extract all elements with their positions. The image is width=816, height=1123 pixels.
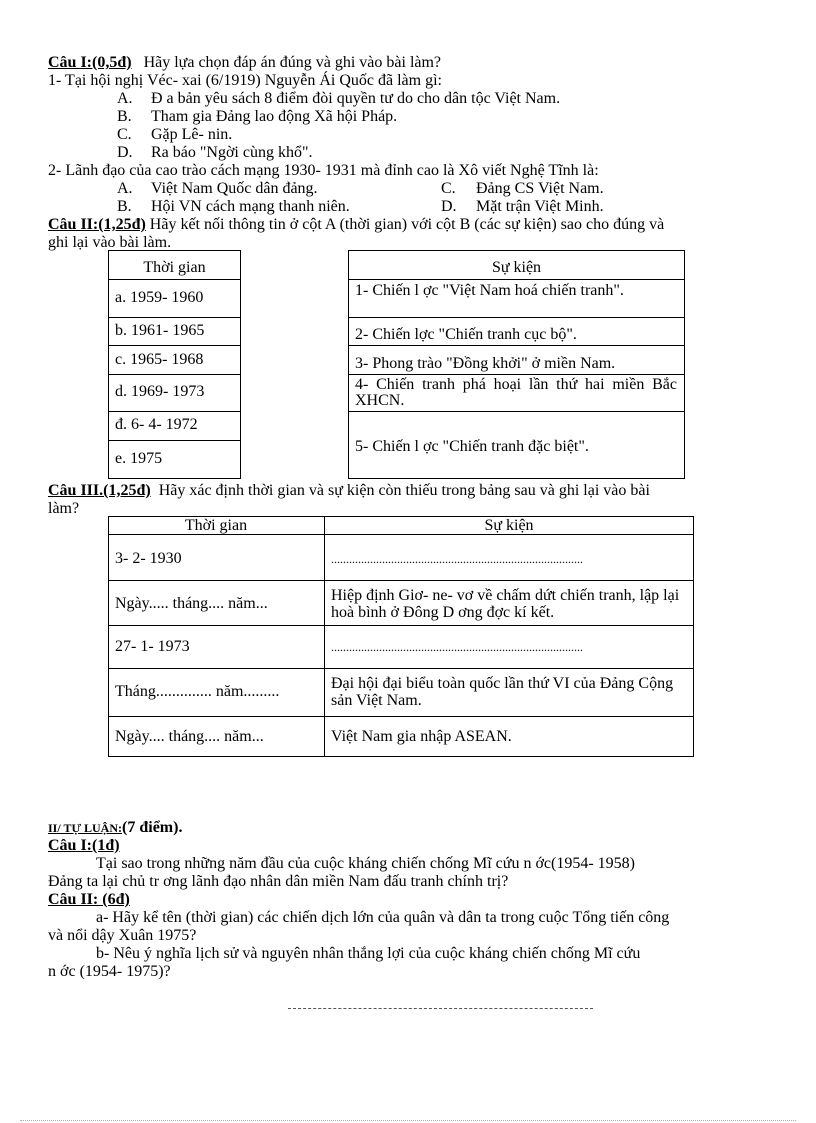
table-a-row: d. 1969- 1973 <box>115 383 205 400</box>
part-2-question-1-line2: Đảng ta lại chủ tr ơng lãnh đạo nhân dân miền Nam đấu tranh chính trị? <box>48 873 509 890</box>
table-c-time: 27- 1- 1973 <box>115 638 190 655</box>
item-1-option-b: B. <box>117 108 132 125</box>
table-a-row: e. 1975 <box>115 450 163 467</box>
part-2-title <box>48 819 182 837</box>
end-divider <box>288 1008 593 1009</box>
item-2-option-a-text: Việt Nam Quốc dân đảng. <box>151 180 318 197</box>
table-a-header: Thời gian <box>143 259 206 276</box>
question-2-label: Câu II:(1,25đ) <box>48 216 146 233</box>
table-a-row: b. 1961- 1965 <box>115 322 205 339</box>
item-2-option-b: B. <box>117 198 132 215</box>
table-b-row: 2- Chiến lợc "Chiến tranh cục bộ". <box>355 326 577 343</box>
table-c-event: Đại hội đại biểu toàn quốc lần thứ VI của Đảng Cộng sản Việt Nam. <box>331 675 674 709</box>
question-1-heading <box>48 54 441 72</box>
table-c-event: Việt Nam gia nhập ASEAN. <box>331 728 512 745</box>
question-3-prompt: Hãy xác định thời gian và sự kiện còn thiếu trong bảng sau và ghi lại vào bài <box>158 482 650 499</box>
part-2-question-2a-line1: a- Hãy kể tên (thời gian) các chiến dịch lớn của quân và dân ta trong cuộc Tổng tiến công <box>96 909 670 926</box>
table-b-row: 5- Chiến l ợc "Chiến tranh đặc biệt". <box>355 438 589 455</box>
table-c-header-time: Thời gian <box>184 517 248 534</box>
item-1-text: 1- Tại hội nghị Véc- xai (6/1919) Nguyễn Ái Quốc đã làm gì: <box>48 72 442 89</box>
table-c-time: Ngày.... tháng.... năm... <box>115 728 264 745</box>
question-3-label: Câu III.(1,25đ) <box>48 482 151 499</box>
table-a-row: đ. 6- 4- 1972 <box>115 416 198 433</box>
table-b-row: 4- Chiến tranh phá hoại lần thứ hai miền Bắc XHCN. <box>355 376 677 409</box>
question-1-label: Câu I:(0,5đ) <box>48 54 132 71</box>
item-2-option-a: A. <box>117 180 133 197</box>
question-2-prompt: Hãy kết nối thông tin ở cột A (thời gian) với cột B (các sự kiện) sao cho đúng và <box>149 216 665 233</box>
item-1-option-a-text: Đ a bản yêu sách 8 điểm đòi quyền tư do cho dân tộc Việt Nam. <box>151 90 561 107</box>
page-bottom-border <box>20 1120 796 1121</box>
item-1-option-d-text: Ra báo "Ngời cùng khổ". <box>151 144 313 161</box>
item-2-option-c-text: Đảng CS Việt Nam. <box>476 180 604 197</box>
table-b-row: 3- Phong trào "Đồng khởi" ở miền Nam. <box>355 355 616 372</box>
table-a-row: a. 1959- 1960 <box>115 289 204 306</box>
question-3-prompt-line2: làm? <box>48 500 80 517</box>
item-1-option-b-text: Tham gia Đảng lao động Xã hội Pháp. <box>151 108 398 125</box>
item-1-option-c: C. <box>117 126 132 143</box>
table-c-time: Tháng.............. năm......... <box>115 683 280 700</box>
part-2-question-2b-line1: b- Nêu ý nghĩa lịch sử và nguyên nhân thắng lợi của cuộc kháng chiến chống Mĩ cứu <box>96 945 641 962</box>
table-c-event-blank: .................................................................................... <box>331 552 583 566</box>
table-c-time: Ngày..... tháng.... năm... <box>115 595 268 612</box>
part-2-question-1-line1: Tại sao trong những năm đầu của cuộc kháng chiến chống Mĩ cứu n ớc(1954- 1958) <box>96 855 635 872</box>
part-2-question-2-label: Câu II: (6đ) <box>48 891 130 908</box>
table-c-event: Hiệp định Giơ- ne- vơ về chấm dứt chiến tranh, lập lại hoà bình ở Đông D ơng đợc kí kết. <box>331 587 680 621</box>
question-1-prompt: Hãy lựa chọn đáp án đúng và ghi vào bài làm? <box>143 54 442 71</box>
part-2-question-1-label: Câu I:(1đ) <box>48 837 120 854</box>
table-c-header-event: Sự kiện <box>484 517 534 534</box>
part-2-title-label: II/ TỰ LUẬN: <box>48 821 123 835</box>
item-2-text: 2- Lãnh đạo của cao trào cách mạng 1930- 1931 mà đỉnh cao là Xô viết Nghệ Tĩnh là: <box>48 162 599 179</box>
question-2-prompt-line2: ghi lại vào bài làm. <box>48 234 172 251</box>
item-1-option-c-text: Gặp Lê- nin. <box>151 126 233 143</box>
part-2-points: (7 điểm). <box>122 819 183 836</box>
table-c-time: 3- 2- 1930 <box>115 550 182 567</box>
table-b-row: 1- Chiến l ợc "Việt Nam hoá chiến tranh". <box>355 282 624 299</box>
part-2-question-2a-line2: và nổi dậy Xuân 1975? <box>48 927 197 944</box>
item-2-option-d-text: Mặt trận Việt Minh. <box>476 198 604 215</box>
question-3-heading <box>48 482 650 500</box>
table-a-row: c. 1965- 1968 <box>115 351 204 368</box>
item-2-option-b-text: Hội VN cách mạng thanh niên. <box>151 198 350 215</box>
question-2-heading <box>48 216 664 234</box>
table-c-event-blank: .................................................................................... <box>331 640 583 654</box>
item-1-option-a: A. <box>117 90 133 107</box>
item-2-option-d: D. <box>441 198 457 215</box>
part-2-question-2b-line2: n ớc (1954- 1975)? <box>48 963 171 980</box>
table-b-header: Sự kiện <box>491 259 542 276</box>
item-1-option-d: D. <box>117 144 133 161</box>
item-2-option-c: C. <box>441 180 456 197</box>
